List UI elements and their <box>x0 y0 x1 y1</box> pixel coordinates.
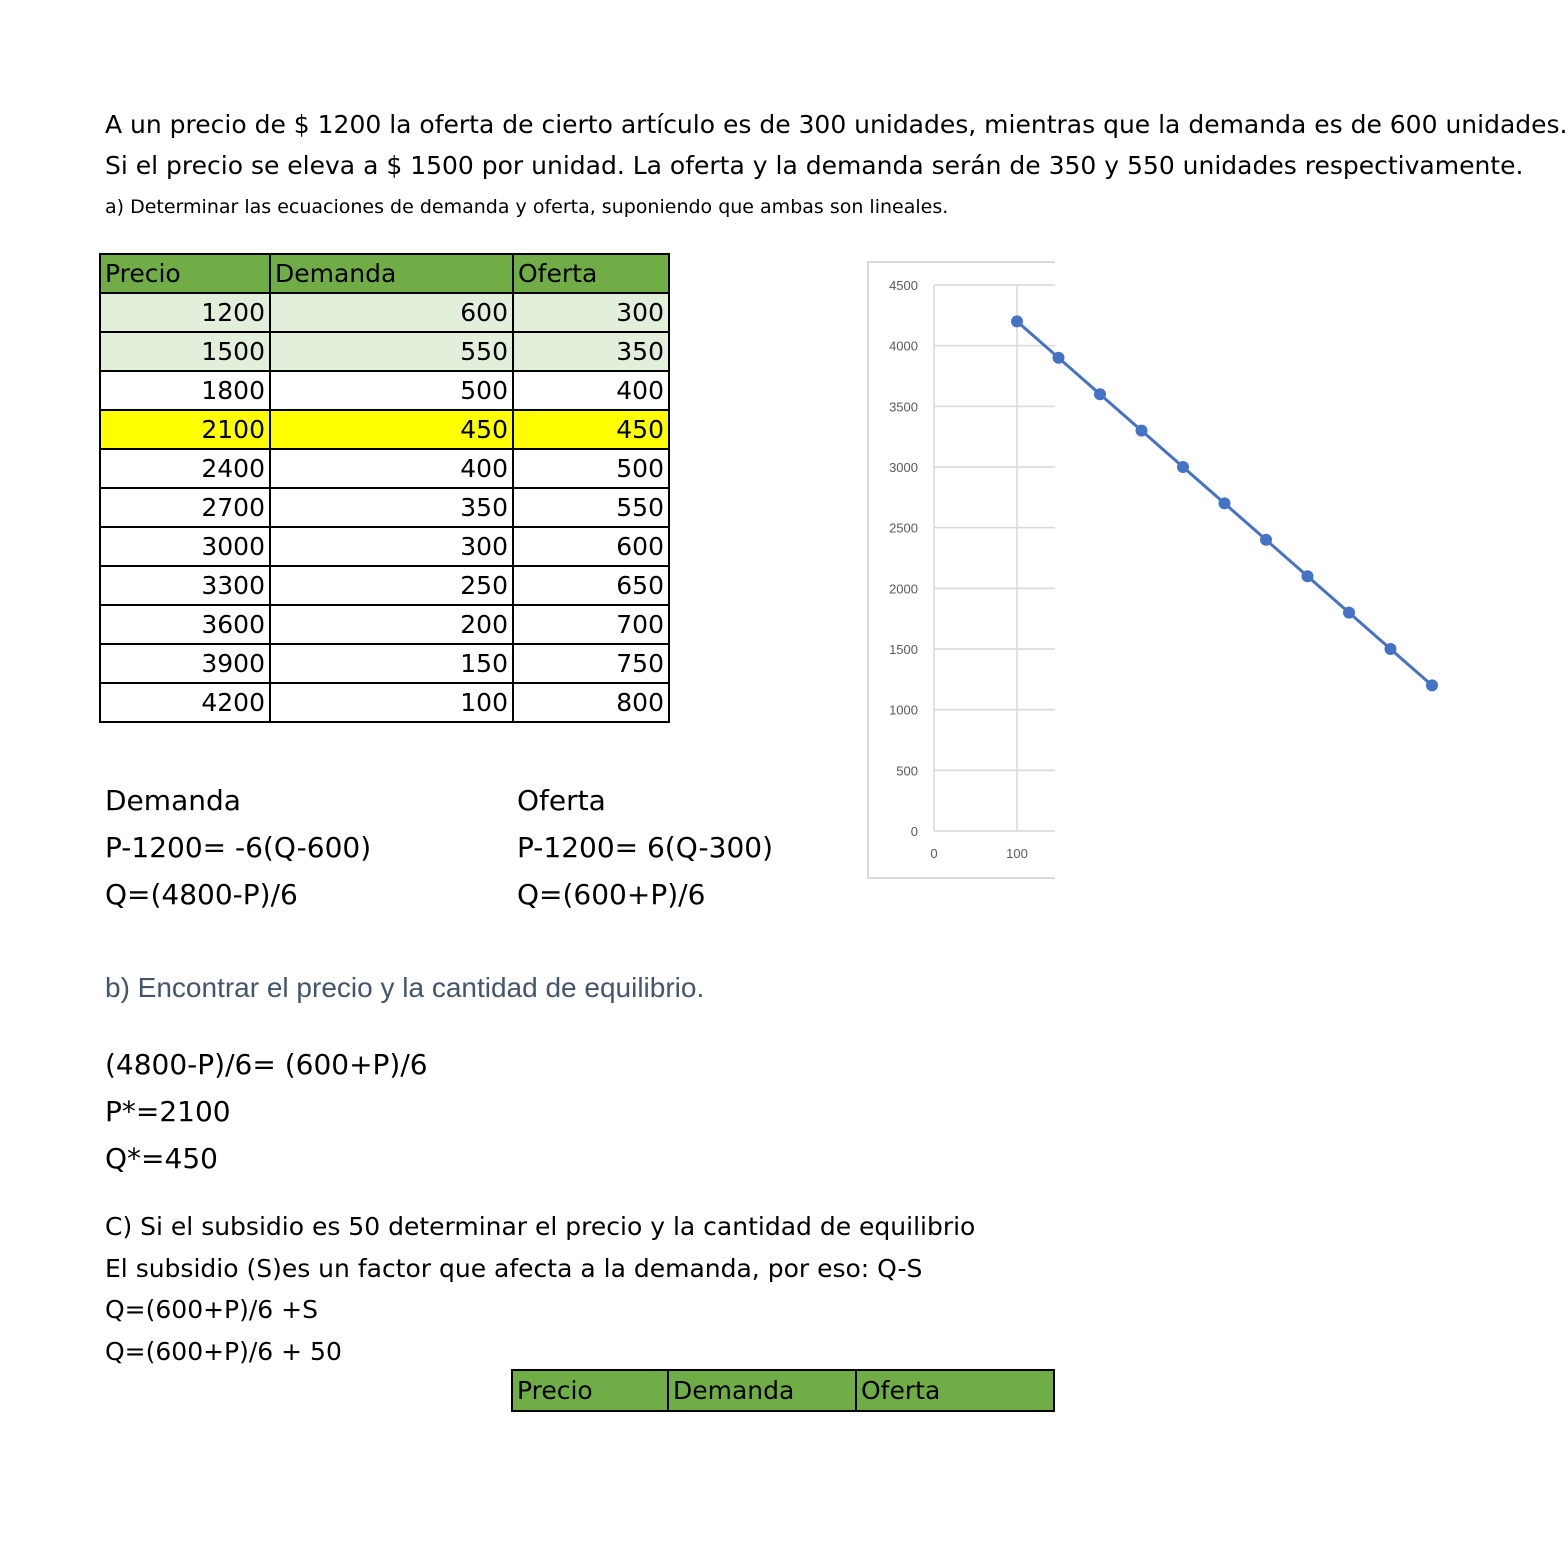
table-header-row <box>100 254 669 293</box>
cell-precio: 4200 <box>100 683 270 722</box>
equilibrium-quantity: Q*=450 <box>105 1142 218 1175</box>
cell-demanda: 500 <box>270 371 513 410</box>
header-precio: Precio <box>100 254 270 293</box>
cell-precio: 3600 <box>100 605 270 644</box>
price-demand-supply-table <box>99 253 670 723</box>
table-row <box>100 605 669 644</box>
y-tick-label: 2500 <box>889 520 918 536</box>
table-row <box>100 566 669 605</box>
table-row <box>100 449 669 488</box>
cell-demanda: 150 <box>270 644 513 683</box>
demand-supply-chart <box>867 261 1055 879</box>
x-tick-label: 100 <box>1006 846 1028 861</box>
part-c-explanation: El subsidio (S)es un factor que afecta a la demanda, por eso: Q-S <box>105 1253 923 1283</box>
intro-line-1: A un precio de $ 1200 la oferta de cierto artículo es de 300 unidades, mientras que la demanda es de 600 unidades. <box>105 110 1568 139</box>
y-tick-label: 3500 <box>889 399 918 415</box>
series-point <box>1302 570 1314 582</box>
cell-precio: 2400 <box>100 449 270 488</box>
cell-precio: 1800 <box>100 371 270 410</box>
cell-oferta: 450 <box>513 410 669 449</box>
equilibrium-price: P*=2100 <box>105 1095 231 1128</box>
cell-oferta: 700 <box>513 605 669 644</box>
cell-demanda: 400 <box>270 449 513 488</box>
cell-precio: 3000 <box>100 527 270 566</box>
part-b-title: b) Encontrar el precio y la cantidad de equilibrio. <box>105 972 705 1003</box>
cell-oferta: 300 <box>513 293 669 332</box>
part-c-equation-general: Q=(600+P)/6 +S <box>105 1295 318 1324</box>
intro-line-2: Si el precio se eleva a $ 1500 por unidad. La oferta y la demanda serán de 350 y 550 unidades respectivamente. <box>105 151 1524 180</box>
part-a-title: a) Determinar las ecuaciones de demanda y oferta, suponiendo que ambas son lineales. <box>105 196 949 218</box>
cell-oferta: 650 <box>513 566 669 605</box>
y-tick-label: 1500 <box>889 642 918 657</box>
cell-precio: 3900 <box>100 644 270 683</box>
supply-equation-point-slope: P-1200= 6(Q-300) <box>517 831 774 864</box>
series-point <box>1385 643 1397 655</box>
header-demanda: Demanda <box>668 1370 856 1411</box>
cell-oferta: 600 <box>513 527 669 566</box>
cell-demanda: 550 <box>270 332 513 371</box>
series-point <box>1094 388 1106 400</box>
cell-demanda: 100 <box>270 683 513 722</box>
demand-equation-solved: Q=(4800-P)/6 <box>105 878 298 911</box>
part-c-section <box>105 1206 975 1372</box>
cell-demanda: 450 <box>270 410 513 449</box>
subsidy-table <box>511 1369 1055 1412</box>
table-row <box>100 293 669 332</box>
table-row <box>100 683 669 722</box>
cell-oferta: 800 <box>513 683 669 722</box>
series-point <box>1260 534 1272 546</box>
cell-demanda: 250 <box>270 566 513 605</box>
demand-equation-point-slope: P-1200= -6(Q-600) <box>105 831 372 864</box>
table-row <box>100 527 669 566</box>
series-point <box>1053 352 1065 364</box>
series-point <box>1426 679 1438 691</box>
header-oferta: Oferta <box>856 1370 1054 1411</box>
y-tick-label: 0 <box>910 824 918 839</box>
cell-demanda: 200 <box>270 605 513 644</box>
header-precio: Precio <box>512 1370 668 1411</box>
chart-canvas <box>869 263 1055 877</box>
series-point <box>1177 461 1189 473</box>
header-demanda: Demanda <box>270 254 513 293</box>
cell-precio: 3300 <box>100 566 270 605</box>
cell-oferta: 550 <box>513 488 669 527</box>
supply-title: Oferta <box>517 784 606 817</box>
series-point <box>1136 425 1148 437</box>
part-c-equation-subsidy: Q=(600+P)/6 + 50 <box>105 1336 342 1366</box>
series-point <box>1011 315 1023 327</box>
cell-oferta: 400 <box>513 371 669 410</box>
header-oferta: Oferta <box>513 254 669 293</box>
y-tick-label: 4000 <box>889 338 918 354</box>
cell-demanda: 300 <box>270 527 513 566</box>
demand-title: Demanda <box>105 784 241 817</box>
y-tick-label: 1000 <box>889 702 918 718</box>
cell-oferta: 750 <box>513 644 669 683</box>
y-tick-label: 3000 <box>889 460 918 475</box>
table-row <box>100 332 669 371</box>
cell-oferta: 500 <box>513 449 669 488</box>
cell-oferta: 350 <box>513 332 669 371</box>
y-tick-label: 4500 <box>889 278 918 293</box>
cell-demanda: 350 <box>270 488 513 527</box>
series-point <box>1343 607 1355 619</box>
supply-equation-solved: Q=(600+P)/6 <box>517 878 706 911</box>
table-row <box>100 410 669 449</box>
cell-precio: 1200 <box>100 293 270 332</box>
table-row <box>100 644 669 683</box>
table-row <box>100 488 669 527</box>
supply-equations <box>517 777 773 918</box>
demand-equations <box>105 777 371 918</box>
cell-demanda: 600 <box>270 293 513 332</box>
series-point <box>1219 497 1231 509</box>
table-row <box>100 371 669 410</box>
x-tick-label: 0 <box>930 846 938 861</box>
y-tick-label: 2000 <box>889 581 918 597</box>
subsidy-table-header-row <box>512 1370 1054 1411</box>
equilibrium-equation: (4800-P)/6= (600+P)/6 <box>105 1048 428 1081</box>
cell-precio: 2700 <box>100 488 270 527</box>
part-c-title: C) Si el subsidio es 50 determinar el precio y la cantidad de equilibrio <box>105 1212 976 1241</box>
cell-precio: 1500 <box>100 332 270 371</box>
equilibrium-solution <box>105 1041 428 1182</box>
cell-precio: 2100 <box>100 410 270 449</box>
y-tick-label: 500 <box>896 763 918 779</box>
